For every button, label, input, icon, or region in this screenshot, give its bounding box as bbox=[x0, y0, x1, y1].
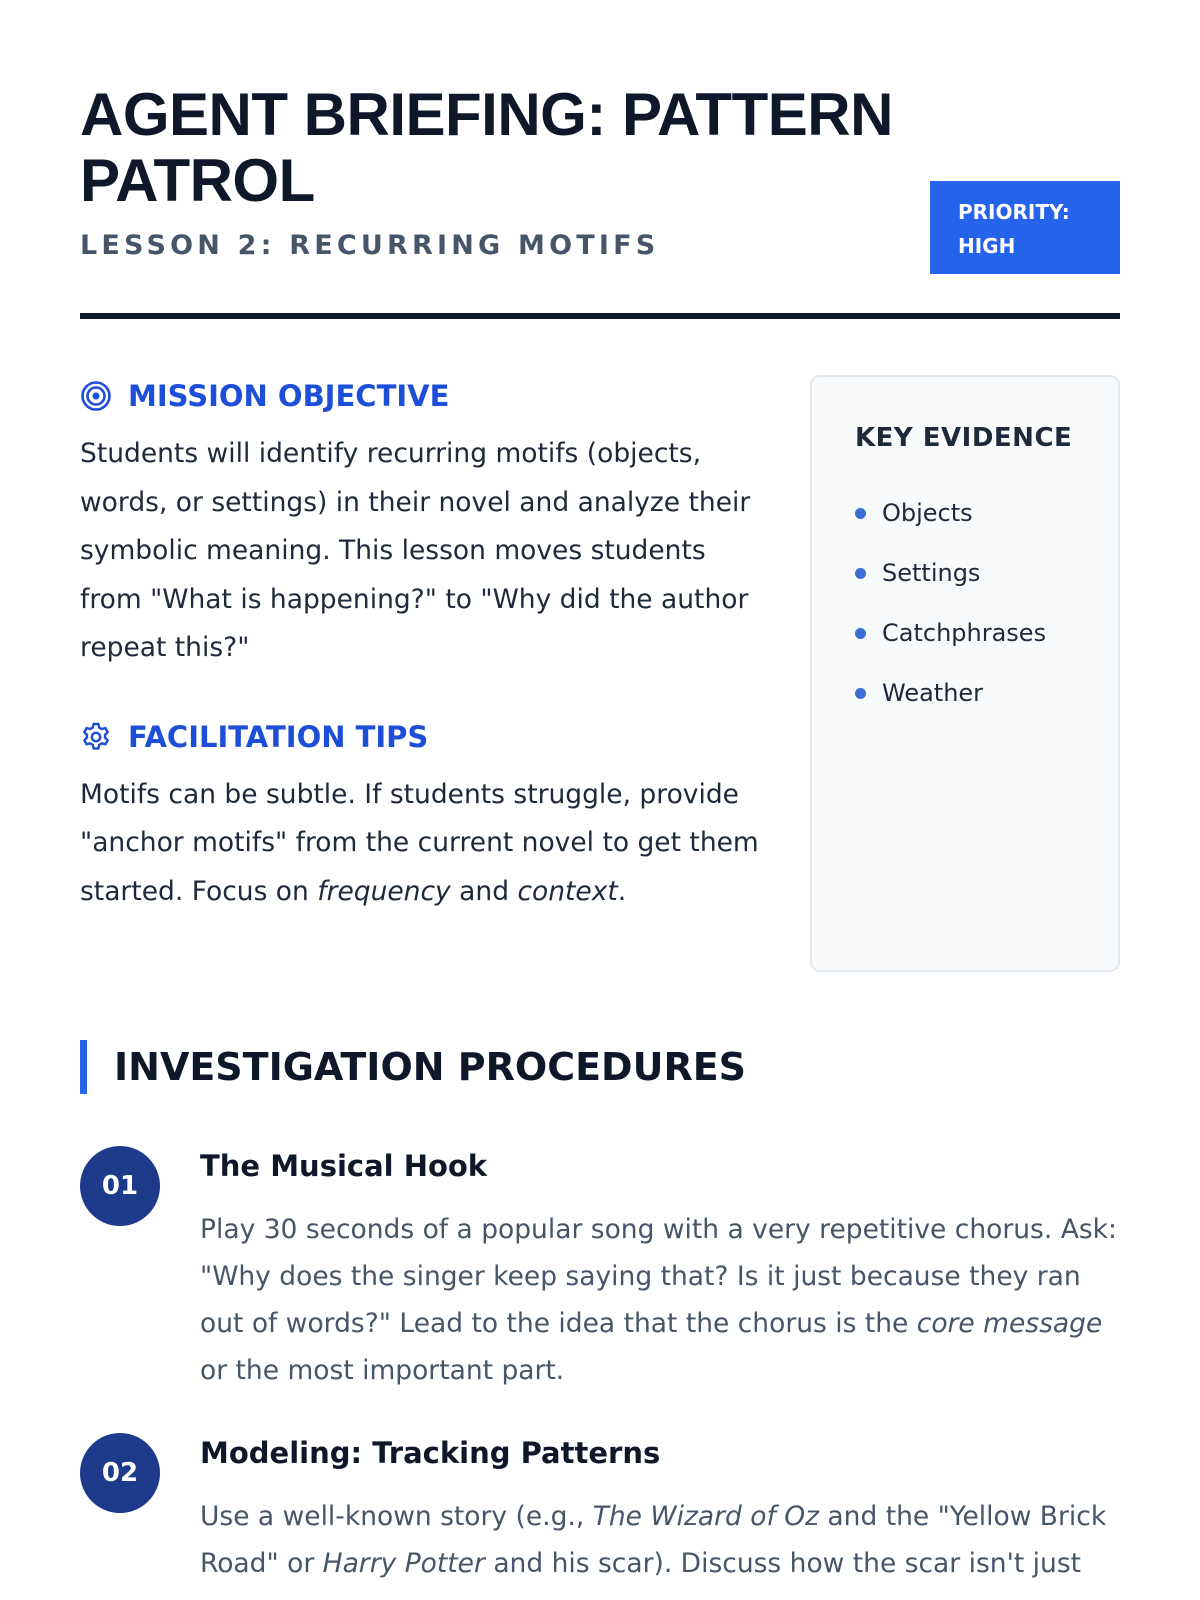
priority-value: HIGH bbox=[958, 234, 1016, 258]
tips-heading-label: FACILITATION TIPS bbox=[128, 719, 429, 754]
gear-icon bbox=[80, 721, 112, 753]
step-text bbox=[200, 1206, 1120, 1394]
lesson-subtitle: LESSON 2: RECURRING MOTIFS bbox=[80, 230, 660, 261]
objective-text: Students will identify recurring motifs (objects, words, or settings) in their novel and analyze their symbolic meaning. This lesson moves students from "What is happening?" to "Why did the author repeat this?" bbox=[80, 438, 751, 663]
tips-emphasis-context: context bbox=[517, 875, 618, 907]
briefing-page bbox=[80, 0, 1120, 1579]
step-text-part: Use a well-known story (e.g., bbox=[200, 1501, 593, 1532]
bullet-dot-icon bbox=[855, 688, 866, 699]
key-evidence-card bbox=[810, 375, 1120, 972]
bullet-dot-icon bbox=[855, 568, 866, 579]
step-text-part: and the "Yellow Brick Road" or bbox=[200, 1501, 1107, 1579]
procedures-heading bbox=[80, 1040, 746, 1094]
evidence-item-label: Objects bbox=[882, 499, 973, 527]
target-icon bbox=[80, 380, 112, 412]
step-number-badge: 02 bbox=[80, 1433, 160, 1513]
step-emphasis: Harry Potter bbox=[322, 1548, 485, 1579]
tips-emphasis-frequency: frequency bbox=[317, 875, 451, 907]
objective-heading-label: MISSION OBJECTIVE bbox=[128, 379, 450, 413]
step-text-part: or the most important part. bbox=[200, 1355, 565, 1386]
evidence-list bbox=[855, 483, 1118, 723]
evidence-item bbox=[855, 663, 1118, 723]
procedures-accent-bar bbox=[80, 1040, 87, 1094]
evidence-item-label: Weather bbox=[882, 679, 984, 707]
briefing-header bbox=[80, 0, 1120, 322]
evidence-item bbox=[855, 543, 1118, 603]
evidence-item bbox=[855, 483, 1118, 543]
step-text bbox=[200, 1493, 1120, 1587]
bullet-dot-icon bbox=[855, 628, 866, 639]
header-divider bbox=[80, 313, 1120, 319]
step-title: The Musical Hook bbox=[200, 1149, 488, 1183]
step-body bbox=[200, 1431, 1120, 1587]
tips-text-part: . bbox=[617, 875, 627, 907]
evidence-item-label: Catchphrases bbox=[882, 619, 1047, 647]
tips-text-part: and bbox=[450, 875, 518, 907]
step-text-part: and his scar). Discuss how the scar isn't just bbox=[484, 1548, 1082, 1579]
overview-column bbox=[80, 372, 760, 916]
evidence-item-label: Settings bbox=[882, 559, 981, 587]
procedures-title: INVESTIGATION PROCEDURES bbox=[114, 1045, 747, 1089]
priority-badge bbox=[930, 181, 1120, 274]
step-title: Modeling: Tracking Patterns bbox=[200, 1436, 661, 1470]
objective-heading bbox=[80, 372, 760, 420]
evidence-item bbox=[855, 603, 1118, 663]
tips-text-part: Motifs can be subtle. If students struggle, provide "anchor motifs" from the current novel to get them started. Focus on bbox=[80, 778, 759, 907]
step-emphasis: The Wizard of Oz bbox=[592, 1501, 819, 1532]
step-number-badge: 01 bbox=[80, 1146, 160, 1226]
tips-text bbox=[80, 771, 760, 917]
priority-label: PRIORITY: bbox=[958, 200, 1070, 224]
evidence-title: KEY EVIDENCE bbox=[855, 423, 1073, 453]
bullet-dot-icon bbox=[855, 508, 866, 519]
step-emphasis: core message bbox=[916, 1308, 1103, 1339]
page-title: AGENT BRIEFING: PATTERN PATROL bbox=[80, 81, 893, 214]
step-body bbox=[200, 1144, 1120, 1394]
tips-heading bbox=[80, 713, 760, 761]
step-text-part: Play 30 seconds of a popular song with a very repetitive chorus. Ask: "Why does the singer keep saying that? Is it just because they ran out of words?" Lead to the idea that the chorus is the bbox=[200, 1214, 1117, 1339]
